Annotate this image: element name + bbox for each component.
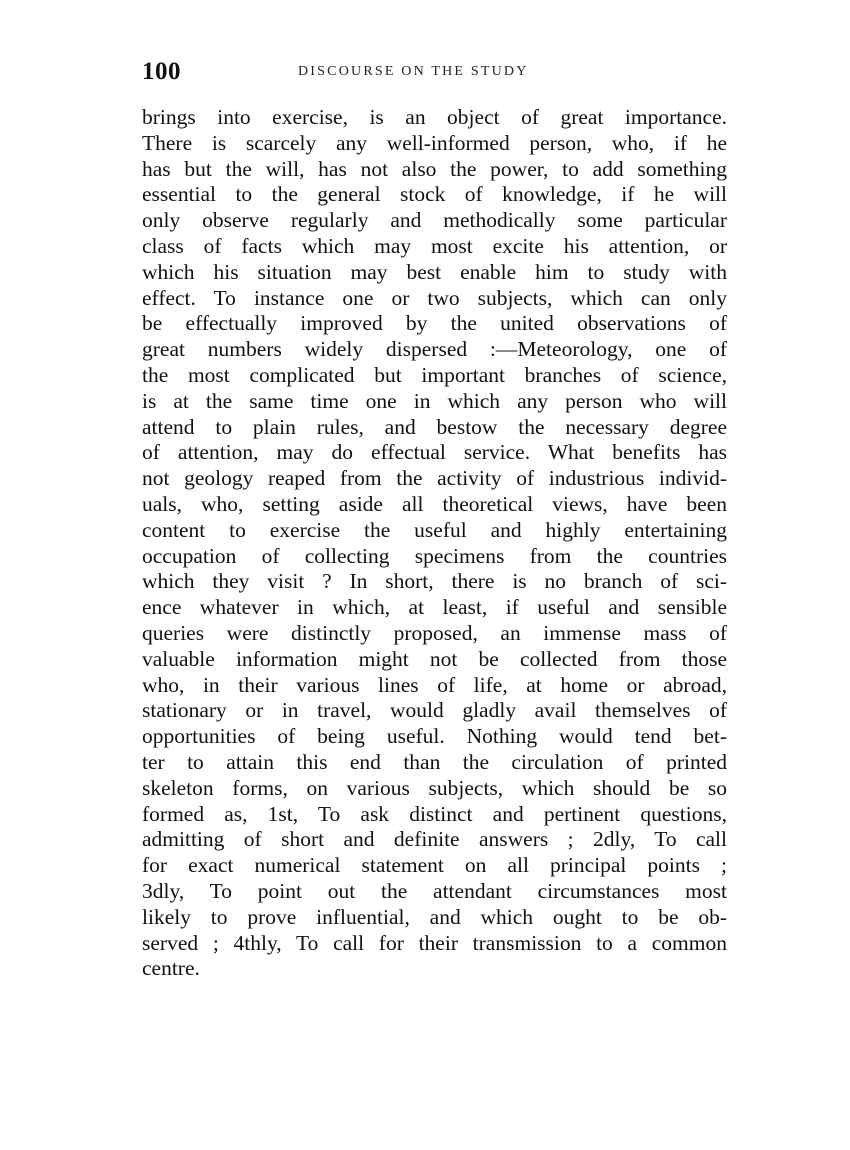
text-line: of attention, may do effectual service. What benefits has <box>142 440 727 465</box>
text-line: served ; 4thly, To call for their transmission to a common <box>142 930 727 955</box>
text-line: which his situation may best enable him to study with <box>142 259 727 284</box>
text-line: content to exercise the useful and highly entertaining <box>142 517 727 542</box>
text-line: occupation of collecting specimens from the countries <box>142 543 727 568</box>
running-title: DISCOURSE ON THE STUDY <box>298 64 529 79</box>
text-line: 3dly, To point out the attendant circumstances most <box>142 878 727 903</box>
text-line: admitting of short and definite answers ; 2dly, To call <box>142 827 727 852</box>
text-line: great numbers widely dispersed :—Meteorology, one of <box>142 337 727 362</box>
text-line: who, in their various lines of life, at home or abroad, <box>142 672 727 697</box>
text-line: not geology reaped from the activity of industrious individ- <box>142 466 727 491</box>
body-paragraph <box>142 105 727 982</box>
text-line: has but the will, has not also the power, to add something <box>142 156 727 181</box>
page-number: 100 <box>142 58 181 85</box>
text-line: formed as, 1st, To ask distinct and pertinent questions, <box>142 801 727 826</box>
text-line: queries were distinctly proposed, an immense mass of <box>142 620 727 645</box>
text-line: ence whatever in which, at least, if useful and sensible <box>142 595 727 620</box>
text-line: effect. To instance one or two subjects, which can only <box>142 285 727 310</box>
text-line: uals, who, setting aside all theoretical views, have been <box>142 491 727 516</box>
text-line: for exact numerical statement on all principal points ; <box>142 853 727 878</box>
text-line: class of facts which may most excite his attention, or <box>142 233 727 258</box>
text-line: is at the same time one in which any person who will <box>142 388 727 413</box>
text-line: stationary or in travel, would gladly avail themselves of <box>142 698 727 723</box>
text-line: only observe regularly and methodically some particular <box>142 208 727 233</box>
text-line: be effectually improved by the united observations of <box>142 311 727 336</box>
text-line: which they visit ? In short, there is no branch of sci- <box>142 569 727 594</box>
text-line: skeleton forms, on various subjects, which should be so <box>142 775 727 800</box>
text-line: essential to the general stock of knowledge, if he will <box>142 182 727 207</box>
text-line: opportunities of being useful. Nothing would tend bet- <box>142 724 727 749</box>
running-head <box>142 58 722 94</box>
text-line: brings into exercise, is an object of great importance. <box>142 105 727 129</box>
text-line: likely to prove influential, and which ought to be ob- <box>142 904 727 929</box>
text-line: the most complicated but important branches of science, <box>142 362 727 387</box>
text-line: valuable information might not be collected from those <box>142 646 727 671</box>
text-line: There is scarcely any well-informed person, who, if he <box>142 130 727 155</box>
text-line: attend to plain rules, and bestow the necessary degree <box>142 414 727 439</box>
text-line: ter to attain this end than the circulation of printed <box>142 749 727 774</box>
text-line-last: centre. <box>142 956 200 981</box>
